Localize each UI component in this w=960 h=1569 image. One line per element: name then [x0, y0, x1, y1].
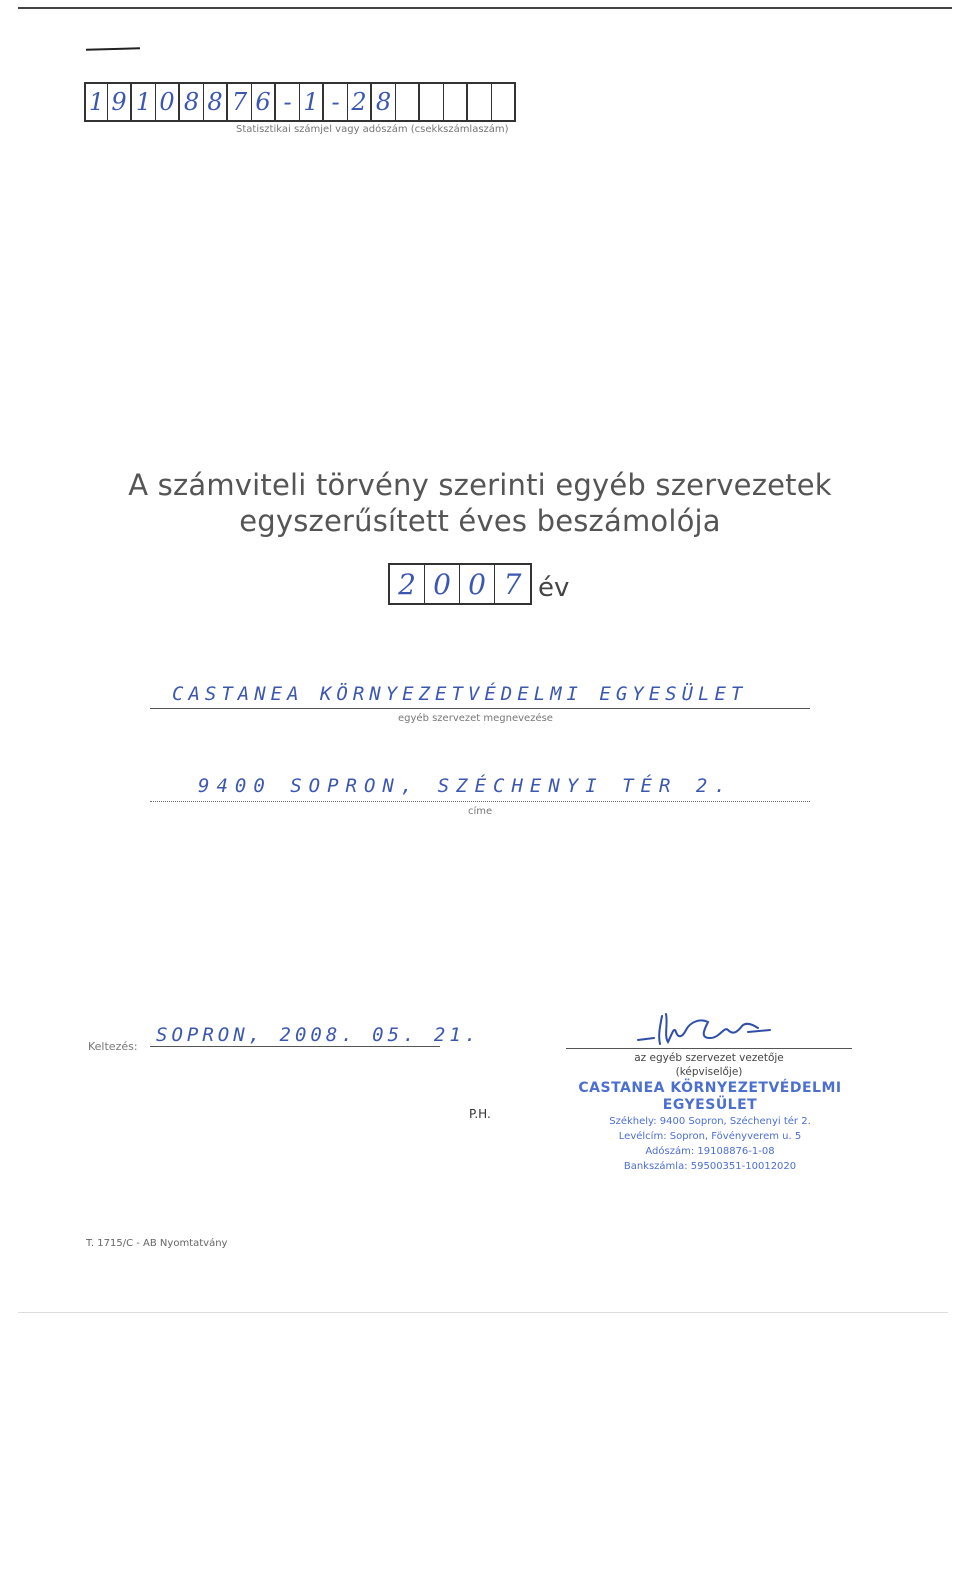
id-digit-box: -	[324, 84, 348, 120]
id-digit-box: 9	[108, 84, 132, 120]
id-digit-box	[444, 84, 468, 120]
top-border	[18, 7, 952, 9]
page-bottom-edge	[18, 1312, 948, 1313]
id-digit-box: 7	[228, 84, 252, 120]
stamp-line-3: Székhely: 9400 Sopron, Széchenyi tér 2.	[609, 1116, 811, 1127]
id-digit-box: 1	[84, 84, 108, 120]
stamp-line-5: Adószám: 19108876-1-08	[645, 1146, 775, 1157]
signature-caption-1: az egyéb szervezet vezetője	[634, 1052, 784, 1064]
signature-image	[630, 1004, 780, 1050]
id-digit-box: -	[276, 84, 300, 120]
id-digit-box: 0	[156, 84, 180, 120]
id-digit-box: 8	[372, 84, 396, 120]
corner-mark	[86, 47, 140, 50]
date-field: SOPRON, 2008. 05. 21.	[156, 1024, 481, 1046]
year-digit-box: 0	[425, 565, 460, 603]
stamp-line-6: Bankszámla: 59500351-10012020	[623, 1161, 797, 1172]
ph-label: P.H.	[469, 1107, 491, 1121]
id-number-boxes	[84, 82, 516, 122]
form-title-line2: egyszerűsített éves beszámolója	[239, 504, 721, 538]
id-digit-box: 8	[204, 84, 228, 120]
year-digit-box: 7	[503, 567, 522, 601]
id-digit-box: 1	[300, 84, 324, 120]
id-digit-box: 2	[348, 84, 372, 120]
stamp-line-2: EGYESÜLET	[662, 1097, 758, 1113]
stamp-line-1: CASTANEA KÖRNYEZETVÉDELMI	[578, 1080, 842, 1096]
organization-name-caption: egyéb szervezet megnevezése	[398, 713, 553, 724]
year-digit-box: 0	[460, 565, 495, 603]
signature-caption-2: (képviselője)	[675, 1066, 743, 1078]
year-boxes	[388, 563, 532, 605]
form-title-line1: A számviteli törvény szerinti egyéb szervezetek	[128, 468, 832, 502]
id-digit-box	[420, 84, 444, 120]
id-digit-box	[396, 84, 420, 120]
date-line	[150, 1046, 440, 1047]
year-digit-box: 2	[390, 565, 425, 603]
organization-stamp	[560, 1080, 860, 1174]
organization-name-field: CASTANEA KÖRNYEZETVÉDELMI EGYESÜLET	[172, 683, 748, 705]
id-digit-box	[492, 84, 516, 120]
id-digit-box: 6	[252, 84, 276, 120]
signature-line	[566, 1048, 852, 1049]
stamp-line-4: Levélcím: Sopron, Fövényverem u. 5	[618, 1131, 802, 1142]
address-caption: címe	[468, 806, 493, 817]
form-footer-code: T. 1715/C - AB Nyomtatvány	[86, 1238, 228, 1249]
id-number-caption: Statisztikai számjel vagy adószám (csekkszámlaszám)	[236, 124, 509, 135]
year-suffix: év	[538, 573, 570, 603]
address-field: 9400 SOPRON, SZÉCHENYI TÉR 2.	[198, 775, 733, 797]
date-label: Keltezés:	[88, 1040, 138, 1053]
id-digit-box: 1	[132, 84, 156, 120]
id-digit-box: 8	[180, 84, 204, 120]
organization-name-line	[150, 708, 810, 709]
address-line	[150, 801, 810, 802]
id-digit-box	[468, 84, 492, 120]
